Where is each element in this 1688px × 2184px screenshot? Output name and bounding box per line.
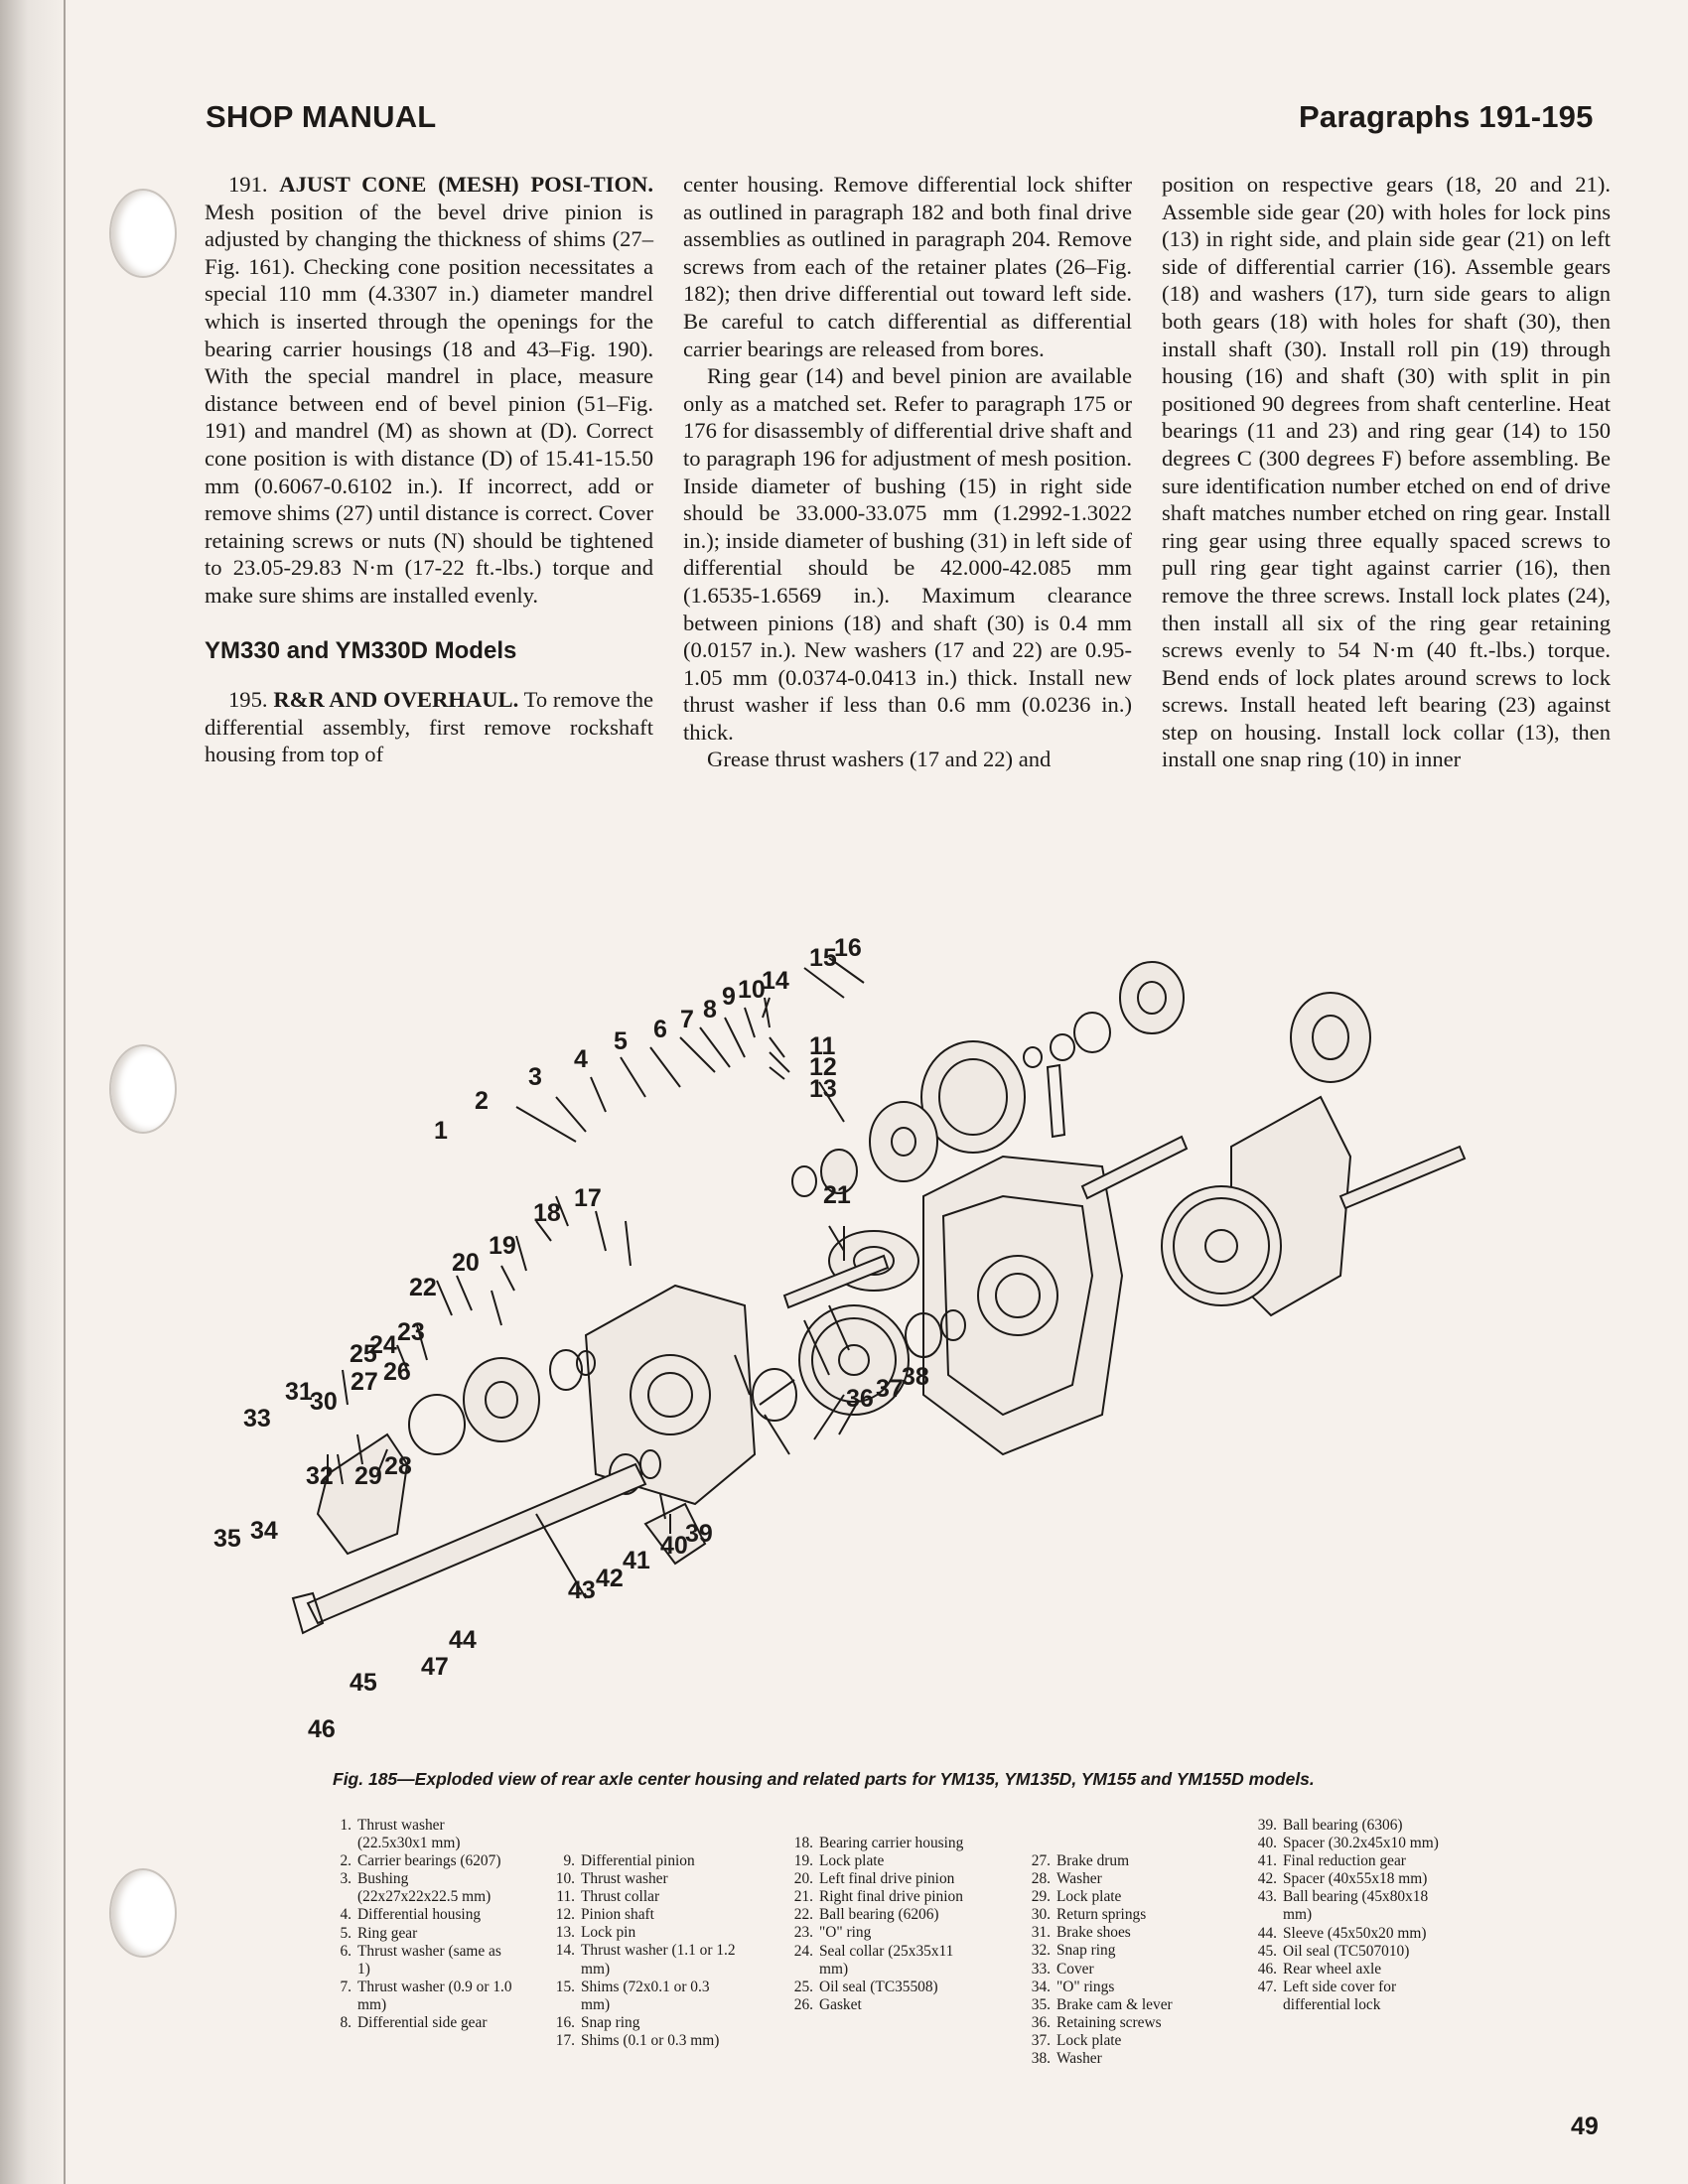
figure-caption: Fig. 185—Exploded view of rear axle center housing and related parts for YM135, YM135D, YM155 and YM155D models. <box>333 1769 1315 1789</box>
legend-item-number: 33. <box>1031 1960 1051 1978</box>
callout-31: 31 <box>285 1378 313 1406</box>
paragraph: Ring gear (14) and bevel pinion are available only as a matched set. Refer to paragraph 175 or 176 for disassembly of differential drive shaft and to paragraph 196 for adjustment of mesh position. Inside diameter of bushing (15) in right side should be 33.000-33.075 mm (1.2992-1.3022 in.); inside diameter of bushing (31) in left side of differential should be 42.000-42.085 mm (1.6535-1.6569 in.). Maximum clearance between pinions (18) and shaft (30) is 0.4 mm (0.0157 in.). New washers (17 and 22) are 0.95-1.05 mm (0.0374-0.0413 in.) thick. Install new thrust washer if less than 0.6 mm (0.0236 in.) thick. <box>683 363 1132 745</box>
legend-item <box>1253 1943 1452 1961</box>
legend-item <box>1253 1888 1452 1924</box>
legend-item <box>1253 1979 1452 2014</box>
legend-item-text: Ball bearing (45x80x18 mm) <box>1283 1888 1429 1924</box>
callout-35: 35 <box>213 1525 241 1553</box>
legend-item-text: Left final drive pinion <box>819 1870 955 1888</box>
legend-item-text: Pinion shaft <box>581 1906 654 1924</box>
legend-item-number: 15. <box>555 1978 575 1995</box>
legend-item-text: Thrust collar <box>581 1888 660 1906</box>
legend-item <box>1027 1996 1211 2014</box>
legend-item <box>789 1906 974 1924</box>
callout-10: 10 <box>738 976 766 1004</box>
callout-15: 15 <box>809 944 837 972</box>
callout-5: 5 <box>614 1027 628 1055</box>
legend-item-text: Ring gear <box>357 1924 418 1942</box>
legend-item-text: Brake shoes <box>1056 1924 1131 1942</box>
callout-47: 47 <box>421 1653 449 1681</box>
legend-item-number: 36. <box>1031 2013 1051 2031</box>
callout-17: 17 <box>574 1184 602 1212</box>
callout-37: 37 <box>876 1375 904 1403</box>
punch-hole-middle <box>109 1044 177 1134</box>
legend-item-number: 22. <box>793 1906 813 1924</box>
legend-item-text: Right final drive pinion <box>819 1888 963 1906</box>
callout-12: 12 <box>809 1053 837 1081</box>
text-column-1 <box>205 171 653 768</box>
callout-16: 16 <box>834 934 862 962</box>
legend-item-text: Thrust washer (0.9 or 1.0 mm) <box>357 1978 512 2013</box>
legend-item <box>551 1852 736 1870</box>
legend-item <box>328 1906 512 1924</box>
legend-item-number: 31. <box>1031 1924 1051 1942</box>
legend-item <box>328 1817 512 1852</box>
callout-22: 22 <box>409 1274 437 1301</box>
legend-item-text: Thrust washer (22.5x30x1 mm) <box>357 1817 461 1852</box>
legend-item-text: Lock pin <box>581 1924 636 1942</box>
legend-item-number: 7. <box>340 1978 352 1995</box>
legend-item-number: 3. <box>340 1870 352 1888</box>
legend-item-number: 6. <box>340 1942 352 1960</box>
legend-item-text: Brake drum <box>1056 1852 1130 1869</box>
legend-item-number: 27. <box>1031 1852 1051 1869</box>
legend-item-text: Left side cover for differential lock <box>1283 1978 1397 2013</box>
legend-item <box>551 1979 736 2014</box>
callout-43: 43 <box>568 1576 596 1604</box>
paragraph-number: 191. <box>228 172 268 197</box>
legend-item <box>551 1906 736 1924</box>
legend-item-number: 47. <box>1257 1978 1277 1995</box>
legend-item-number: 44. <box>1257 1924 1277 1942</box>
section-subhead: YM330 and YM330D Models <box>205 636 517 664</box>
legend-item-number: 29. <box>1031 1888 1051 1906</box>
callout-6: 6 <box>653 1016 667 1043</box>
callout-20: 20 <box>452 1249 480 1277</box>
callout-11: 11 <box>809 1032 836 1060</box>
callout-14: 14 <box>762 967 789 995</box>
legend-item-text: Differential pinion <box>581 1852 695 1869</box>
text-column-3 <box>1162 171 1611 773</box>
legend-item-text: Thrust washer (1.1 or 1.2 mm) <box>581 1942 736 1978</box>
legend-item-text: "O" rings <box>1056 1978 1115 1995</box>
callout-34: 34 <box>250 1517 278 1545</box>
paragraph-body: To remove the differential assembly, first remove rockshaft housing from top of <box>205 687 654 767</box>
legend-item-number: 42. <box>1257 1870 1277 1888</box>
legend-item-number: 26. <box>793 1995 813 2013</box>
callout-28: 28 <box>384 1452 412 1480</box>
callout-2: 2 <box>475 1087 489 1115</box>
legend-item <box>328 1979 512 2014</box>
legend-item <box>789 1835 974 1852</box>
legend-item-number: 28. <box>1031 1870 1051 1888</box>
legend-item-number: 11. <box>556 1888 575 1906</box>
legend-item-text: Differential side gear <box>357 2014 488 2032</box>
callout-32: 32 <box>306 1462 334 1490</box>
legend-item-number: 4. <box>340 1906 352 1924</box>
legend-item <box>551 2032 736 2050</box>
legend-item <box>551 1870 736 1888</box>
legend-item-number: 41. <box>1257 1852 1277 1870</box>
callout-38: 38 <box>902 1363 929 1391</box>
punch-hole-bottom <box>109 1868 177 1958</box>
legend-item <box>328 1943 512 1979</box>
legend-item-text: Ball bearing (6206) <box>819 1906 939 1924</box>
legend-item <box>789 1943 974 1979</box>
legend-item-text: Gasket <box>819 1995 862 2013</box>
callout-24: 24 <box>369 1331 397 1359</box>
callout-27: 27 <box>351 1368 378 1396</box>
legend-item-text: Washer <box>1056 1870 1102 1888</box>
callout-29: 29 <box>354 1462 382 1490</box>
legend-item <box>1027 1852 1211 1870</box>
callout-33: 33 <box>243 1405 271 1433</box>
callout-8: 8 <box>703 996 717 1024</box>
legend-item-number: 37. <box>1031 2031 1051 2049</box>
paragraph: Grease thrust washers (17 and 22) and <box>707 747 1052 772</box>
parts-legend-col-1 <box>328 1817 512 2032</box>
legend-item-number: 35. <box>1031 1995 1051 2013</box>
paragraph-body: Mesh position of the bevel drive pinion is adjusted by changing the thickness of shims (27–Fig. 161). Checking cone position necessitates a special 110 mm (4.3307 in.) diameter mandrel which is inserted through the openings for the bearing carrier housings (18 and 43–Fig. 190). With the special mandrel in place, measure distance between end of bevel pinion (51–Fig. 191) and mandrel (M) as shown at (D). Correct cone position is with distance (D) of 15.41-15.50 mm (0.6067-0.6102 in.). If incorrect, add or remove shims (27) until distance is correct. Cover retaining screws or nuts (N) should be tightened to 23.05-29.83 N·m (17-22 ft.-lbs.) torque and make sure shims are installed evenly. <box>205 199 653 608</box>
legend-item <box>328 1852 512 1870</box>
exploded-view-diagram <box>213 898 1479 1752</box>
callout-18: 18 <box>533 1199 561 1227</box>
legend-item <box>1027 2032 1211 2050</box>
legend-item <box>1027 1942 1211 1960</box>
legend-item-text: Snap ring <box>1056 1942 1116 1960</box>
legend-item-text: Washer <box>1056 2050 1102 2068</box>
legend-item-number: 1. <box>340 1817 352 1834</box>
legend-item-number: 32. <box>1031 1942 1051 1960</box>
legend-item-text: Lock plate <box>819 1852 885 1870</box>
legend-item <box>789 1852 974 1870</box>
paragraph-191 <box>205 171 653 610</box>
legend-item <box>1027 1888 1211 1906</box>
running-head-left: SHOP MANUAL <box>206 99 437 134</box>
legend-item-number: 21. <box>793 1888 813 1906</box>
callout-45: 45 <box>350 1669 377 1697</box>
callout-36: 36 <box>846 1385 874 1413</box>
legend-item-text: Shims (0.1 or 0.3 mm) <box>581 2031 720 2049</box>
legend-item <box>789 1888 974 1906</box>
diagram-drawing <box>293 958 1465 1633</box>
legend-item-text: Bearing carrier housing <box>819 1835 964 1851</box>
legend-item-text: Ball bearing (6306) <box>1283 1817 1403 1834</box>
legend-item-number: 2. <box>340 1852 352 1870</box>
legend-item-text: Lock plate <box>1056 1888 1122 1906</box>
legend-item-text: Differential housing <box>357 1906 482 1924</box>
legend-item <box>1027 2014 1211 2032</box>
legend-item <box>1027 1961 1211 1979</box>
legend-item <box>1253 1835 1452 1852</box>
callout-19: 19 <box>489 1232 516 1260</box>
paragraph-number: 195. <box>228 687 268 713</box>
legend-item <box>551 1924 736 1942</box>
callout-40: 40 <box>660 1532 688 1560</box>
legend-item-text: "O" ring <box>819 1924 872 1942</box>
legend-item <box>1253 1870 1452 1888</box>
legend-item-number: 17. <box>555 2031 575 2049</box>
legend-item-number: 38. <box>1031 2050 1051 2068</box>
paragraph: position on respective gears (18, 20 and 21). Assemble side gear (20) with holes for lock pins (13) in right side, and plain side gear (21) on left side of differential carrier (16). Assemble gears (18) and washers (17), turn side gears to align both gears (18) with holes for shaft (30), then install shaft (30). Install roll pin (19) through housing (16) and shaft (30) with split in pin positioned 90 degrees from shaft centerline. Heat bearings (11 and 23) and ring gear (14) to 150 degrees C (300 degrees F) before assembling. Be sure identification number etched on end of drive shaft matches number etched on ring gear. Install ring gear using three equally spaced screws to pull ring gear tight against carrier (16), then remove the three screws. Install lock plates (24), then install all six of the ring gear retaining screws evenly to 54 N·m (40 ft.-lbs.) torque. Bend ends of lock plates around screws to lock screws. Install heated left bearing (23) against step on housing. Install lock collar (13), then install one snap ring (10) in inner <box>1162 172 1611 772</box>
legend-item-number: 45. <box>1257 1942 1277 1960</box>
legend-item <box>328 2014 512 2032</box>
callout-39: 39 <box>685 1520 713 1548</box>
legend-item-number: 23. <box>793 1924 813 1942</box>
callout-41: 41 <box>623 1547 650 1574</box>
legend-item-number: 39. <box>1257 1817 1277 1834</box>
legend-item <box>789 1924 974 1942</box>
running-head-right: Paragraphs 191-195 <box>1299 99 1594 134</box>
callout-42: 42 <box>596 1565 624 1592</box>
parts-legend-col-3 <box>789 1835 974 2014</box>
callout-4: 4 <box>574 1045 588 1073</box>
legend-item-text: Rear wheel axle <box>1283 1960 1382 1978</box>
legend-item-text: Carrier bearings (6207) <box>357 1852 501 1870</box>
legend-item-number: 12. <box>555 1906 575 1924</box>
parts-legend-col-4 <box>1027 1852 1211 2068</box>
callout-3: 3 <box>528 1063 542 1091</box>
legend-item-text: Brake cam & lever <box>1056 1995 1173 2013</box>
parts-legend-col-5 <box>1253 1817 1452 2014</box>
callout-46: 46 <box>308 1715 336 1743</box>
legend-item-number: 10. <box>555 1870 575 1888</box>
legend-item-text: Thrust washer (same as 1) <box>357 1942 501 1978</box>
legend-item-text: Spacer (30.2x45x10 mm) <box>1283 1835 1439 1852</box>
punch-hole-top <box>109 189 177 278</box>
legend-item-number: 34. <box>1031 1978 1051 1995</box>
legend-item <box>1253 1817 1452 1835</box>
text-column-2 <box>683 171 1132 773</box>
legend-item-text: Snap ring <box>581 2013 640 2031</box>
legend-item <box>1253 1925 1452 1943</box>
legend-item-number: 40. <box>1257 1835 1277 1852</box>
legend-item-number: 14. <box>555 1942 575 1960</box>
legend-item-number: 20. <box>793 1870 813 1888</box>
legend-item-text: Bushing (22x27x22x22.5 mm) <box>357 1870 492 1906</box>
legend-item-number: 24. <box>793 1942 813 1960</box>
legend-item <box>1253 1961 1452 1979</box>
legend-item-text: Retaining screws <box>1056 2013 1162 2031</box>
legend-item-number: 30. <box>1031 1906 1051 1924</box>
paragraph-195 <box>205 686 653 768</box>
callout-25: 25 <box>350 1340 377 1368</box>
callout-23: 23 <box>397 1318 425 1346</box>
legend-item-number: 16. <box>555 2013 575 2031</box>
legend-item <box>789 1870 974 1888</box>
paragraph: center housing. Remove differential lock shifter as outlined in paragraph 182 and both final drive assemblies as outlined in paragraph 204. Remove screws from each of the retainer plates (26–Fig. 182); then drive differential out toward left side. Be careful to catch differential as differential carrier bearings are released from bores. <box>683 172 1132 361</box>
callout-30: 30 <box>310 1388 338 1416</box>
legend-item-text: Thrust washer <box>581 1870 668 1888</box>
legend-item-text: Sleeve (45x50x20 mm) <box>1283 1924 1427 1942</box>
legend-item <box>1027 2050 1211 2068</box>
paragraph-title: AJUST CONE (MESH) POSI-TION. <box>279 172 653 197</box>
legend-item <box>1027 1906 1211 1924</box>
callout-44: 44 <box>449 1626 477 1654</box>
paragraph-title: R&R AND OVERHAUL. <box>273 687 519 713</box>
legend-item-text: Spacer (40x55x18 mm) <box>1283 1870 1428 1888</box>
legend-item <box>1027 1870 1211 1888</box>
legend-item-text: Cover <box>1056 1960 1094 1978</box>
legend-item-number: 19. <box>793 1852 813 1870</box>
legend-item <box>551 1942 736 1978</box>
legend-item-text: Oil seal (TC35508) <box>819 1978 938 1995</box>
callout-1: 1 <box>434 1117 448 1145</box>
legend-item <box>1027 1979 1211 1996</box>
parts-legend-col-2 <box>551 1852 736 2050</box>
callout-26: 26 <box>383 1358 411 1386</box>
legend-item <box>789 1979 974 1996</box>
legend-item-text: Shims (72x0.1 or 0.3 mm) <box>581 1978 710 2013</box>
legend-item-number: 25. <box>793 1978 813 1995</box>
callout-9: 9 <box>722 983 736 1011</box>
legend-item-text: Lock plate <box>1056 2031 1122 2049</box>
legend-item <box>328 1925 512 1943</box>
legend-item <box>1027 1924 1211 1942</box>
legend-item-text: Final reduction gear <box>1283 1852 1406 1870</box>
legend-item-number: 8. <box>340 2014 352 2032</box>
legend-item-number: 13. <box>555 1924 575 1942</box>
legend-item <box>1253 1852 1452 1870</box>
callout-21: 21 <box>823 1181 851 1209</box>
callout-13: 13 <box>809 1075 837 1103</box>
binding-edge <box>64 0 66 2184</box>
legend-item-text: Return springs <box>1056 1906 1147 1924</box>
legend-item <box>789 1996 974 2014</box>
legend-item <box>328 1870 512 1906</box>
legend-item-number: 18. <box>793 1835 813 1851</box>
legend-item-text: Seal collar (25x35x11 mm) <box>819 1942 954 1978</box>
legend-item-text: Oil seal (TC507010) <box>1283 1942 1410 1960</box>
legend-item-number: 46. <box>1257 1960 1277 1978</box>
legend-item-number: 5. <box>340 1924 352 1942</box>
legend-item <box>551 2014 736 2032</box>
page-number: 49 <box>1571 2113 1599 2140</box>
legend-item <box>551 1888 736 1906</box>
legend-item-number: 9. <box>563 1852 575 1869</box>
binding-spine <box>0 0 70 2184</box>
callout-7: 7 <box>680 1006 694 1033</box>
legend-item-number: 43. <box>1257 1888 1277 1906</box>
